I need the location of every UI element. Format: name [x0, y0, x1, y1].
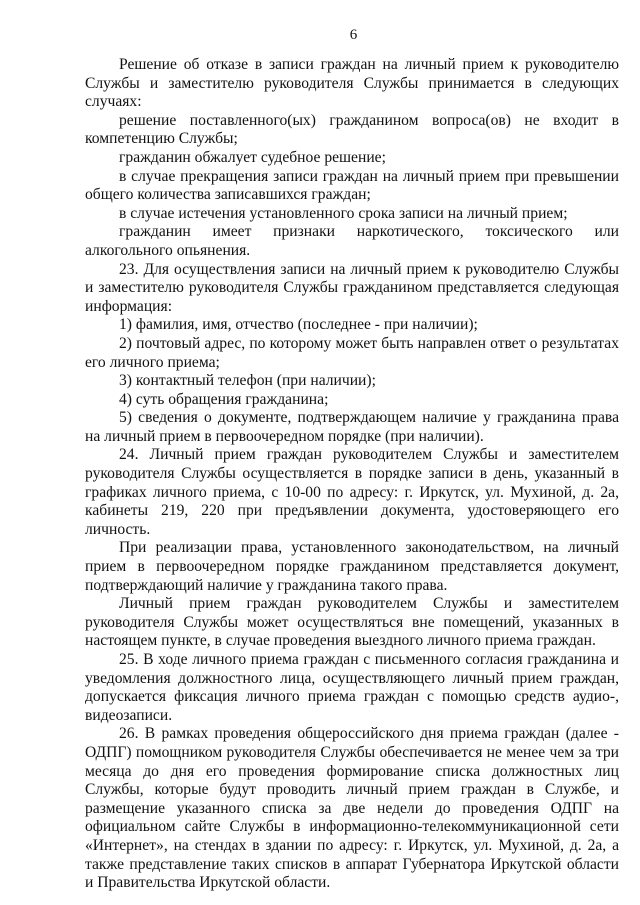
paragraph-refusal-deadline: в случае истечения установленного срока записи на личный прием; [119, 204, 568, 222]
document-page [85, 26, 619, 893]
page-number: 6 [349, 27, 358, 43]
paragraph-refusal-intro: Решение об отказе в записи граждан на личный прием к руководителю Службы и заместителю руководителя Службы принимается в следующих случаях: [85, 56, 619, 111]
paragraph-23-item-4: 4) суть обращения гражданина; [119, 390, 329, 408]
paragraph-23-item-2: 2) почтовый адрес, по которому может быть направлен ответ о результатах его личного приема; [85, 334, 619, 371]
paragraph-26: 26. В рамках проведения общероссийского дня приема граждан (далее - ОДПГ) помощником руководителя Службы обеспечивается не менее чем за три месяца до дня его проведения формирование списка должностных лиц Службы, которые будут проводить личный прием граждан в Службе, и размещение указанного списка за две недели до проведения ОДПГ на официальном сайте Службы в информационно-телекоммуникационной сети «Интернет», на стендах в здании по адресу: г. Иркутск, ул. Мухиной, д. 2а, а также представление таких списков в аппарат Губернатора Иркутской области и Правительства Иркутской области. [85, 725, 619, 892]
paragraph-refusal-court: гражданин обжалует судебное решение; [119, 148, 386, 166]
paragraph-23-item-5: 5) сведения о документе, подтверждающем наличие у гражданина права на личный прием в первоочередном порядке (при наличии). [85, 409, 619, 445]
paragraph-refusal-competence: решение поставленного(ых) гражданином вопроса(ов) не входит в компетенцию Службы; [85, 111, 619, 148]
paragraph-refusal-limit: в случае прекращения записи граждан на личный прием при превышении общего количества записавшихся граждан; [85, 167, 619, 204]
paragraph-25: 25. В ходе личного приема граждан с письменного согласия гражданина и уведомления должностного лица, осуществляющего личный прием граждан, допускается фиксация личного приема граждан с помощью средств аудио-, видеозаписи. [85, 651, 619, 724]
paragraph-refusal-intoxication: гражданин имеет признаки наркотического, токсического или алкогольного опьянения. [85, 223, 619, 259]
paragraph-23: 23. Для осуществления записи на личный прием к руководителю Службы и заместителю руководителя Службы гражданином представляется следующая информация: [85, 260, 619, 315]
paragraph-24-priority: При реализации права, установленного законодательством, на личный прием в первоочередном порядке гражданином представляется документ, подтверждающий наличие у гражданина такого права. [85, 539, 619, 594]
paragraph-23-item-1: 1) фамилия, имя, отчество (последнее - при наличии); [119, 316, 478, 334]
paragraph-24: 24. Личный прием граждан руководителем Службы и заместителем руководителя Службы осуществляется в порядке записи в день, указанный в графиках личного приема, с 10-00 по адресу: г. Иркутск, ул. Мухиной, д. 2а, кабинеты 219, 220 при предъявлении документа, удостоверяющего его личность. [85, 446, 619, 538]
paragraph-24-offsite: Личный прием граждан руководителем Службы и заместителем руководителя Службы может осуществляться вне помещений, указанных в настоящем пункте, в случае проведения выездного личного приема граждан. [85, 595, 619, 650]
paragraph-23-item-3: 3) контактный телефон (при наличии); [119, 372, 376, 390]
